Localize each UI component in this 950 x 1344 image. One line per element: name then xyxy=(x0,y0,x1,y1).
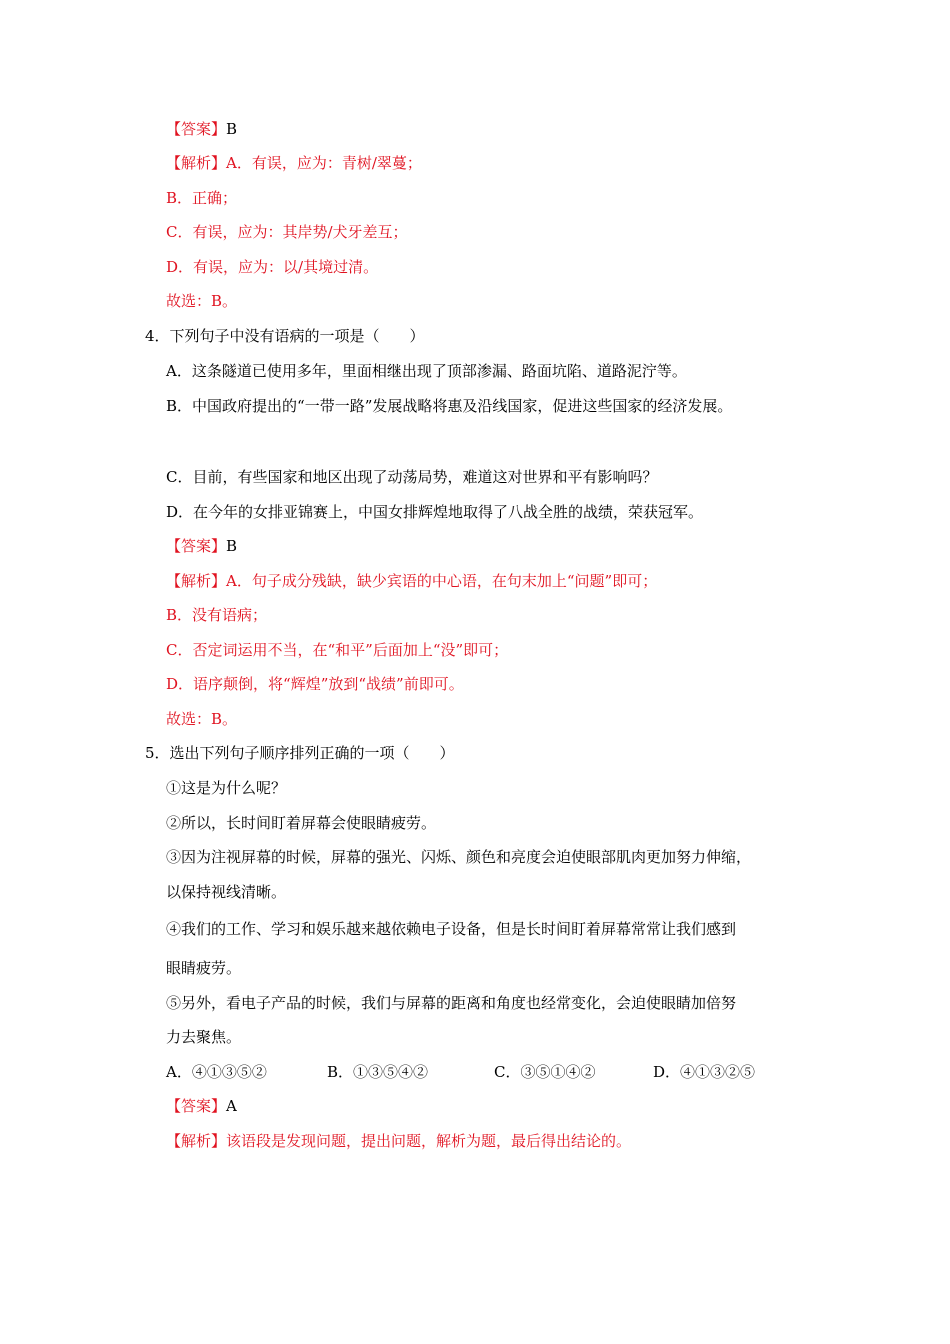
q3-analysis-line-c: C．有误，应为：其岸势/犬牙差互； xyxy=(166,223,408,241)
q3-answer-tag: 【答案】 xyxy=(166,120,227,138)
q5-sentence-1: ①这是为什么呢？ xyxy=(166,779,287,797)
q4-analysis-line-b: B．没有语病； xyxy=(166,606,268,624)
q5-choice-a: A．④①③⑤② xyxy=(166,1063,267,1081)
q4-analysis-text-a: A．句子成分残缺，缺少宾语的中心语，在句末加上“问题”即可； xyxy=(226,572,658,590)
q4-option-c: C．目前，有些国家和地区出现了动荡局势，难道这对世界和平有影响吗？ xyxy=(166,468,658,486)
q5-sentence-2: ②所以，长时间盯着屏幕会使眼睛疲劳。 xyxy=(166,814,437,832)
q5-sentence-3-cont: 以保持视线清晰。 xyxy=(166,883,287,901)
q4-analysis-tag: 【解析】 xyxy=(166,572,227,590)
q5-choice-d: D．④①③②⑤ xyxy=(653,1063,756,1081)
q5-analysis-tag: 【解析】 xyxy=(166,1132,227,1150)
q3-answer-value: B xyxy=(226,120,238,138)
q3-analysis-line-d: D．有误，应为：以/其境过清。 xyxy=(166,258,379,276)
q5-choices xyxy=(166,1062,806,1082)
q4-answer-tag: 【答案】 xyxy=(166,537,227,555)
q3-analysis-line-b: B．正确； xyxy=(166,189,238,207)
q5-sentence-4: ④我们的工作、学习和娱乐越来越依赖电子设备，但是长时间盯着屏幕常常让我们感到 xyxy=(166,920,737,938)
q4-conclusion: 故选：B。 xyxy=(166,710,238,728)
q3-analysis-tag: 【解析】 xyxy=(166,154,227,172)
q5-choice-c: C．③⑤①④② xyxy=(494,1063,596,1081)
q4-answer-line xyxy=(166,536,237,556)
q3-analysis-line-a xyxy=(166,153,422,173)
q4-option-d: D．在今年的女排亚锦赛上，中国女排辉煌地取得了八战全胜的战绩，荣获冠军。 xyxy=(166,503,704,521)
q3-answer-line xyxy=(166,119,237,139)
q5-analysis-line xyxy=(166,1131,631,1151)
q5-stem: 5．选出下列句子顺序排列正确的一项（ ） xyxy=(145,744,455,762)
q4-stem: 4．下列句子中没有语病的一项是（ ） xyxy=(145,327,425,345)
q5-sentence-5: ⑤另外，看电子产品的时候，我们与屏幕的距离和角度也经常变化，会迫使眼睛加倍努 xyxy=(166,994,737,1012)
q5-choice-b: B．①③⑤④② xyxy=(327,1063,429,1081)
q5-answer-value: A xyxy=(226,1097,237,1115)
q5-analysis-text: 该语段是发现问题，提出问题，解析为题，最后得出结论的。 xyxy=(226,1132,632,1150)
q3-analysis-text-a: A．有误，应为：青树/翠蔓； xyxy=(226,154,422,172)
q3-conclusion: 故选：B。 xyxy=(166,292,238,310)
q4-answer-value: B xyxy=(226,537,238,555)
q4-option-a: A．这条隧道已使用多年，里面相继出现了顶部渗漏、路面坑陷、道路泥泞等。 xyxy=(166,362,687,380)
q5-sentence-5-cont: 力去聚焦。 xyxy=(166,1028,242,1046)
q4-option-b: B．中国政府提出的“一带一路”发展战略将惠及沿线国家，促进这些国家的经济发展。 xyxy=(166,397,733,415)
q4-analysis-line-c: C．否定词运用不当，在“和平”后面加上“没”即可； xyxy=(166,641,509,659)
q5-sentence-4-cont: 眼睛疲劳。 xyxy=(166,959,242,977)
q5-answer-tag: 【答案】 xyxy=(166,1097,227,1115)
q4-analysis-line-a xyxy=(166,571,657,591)
q5-answer-line xyxy=(166,1096,237,1116)
q5-sentence-3: ③因为注视屏幕的时候，屏幕的强光、闪烁、颜色和亮度会迫使眼部肌肉更加努力伸缩， xyxy=(166,848,752,866)
q4-analysis-line-d: D．语序颠倒，将“辉煌”放到“战绩”前即可。 xyxy=(166,675,464,693)
